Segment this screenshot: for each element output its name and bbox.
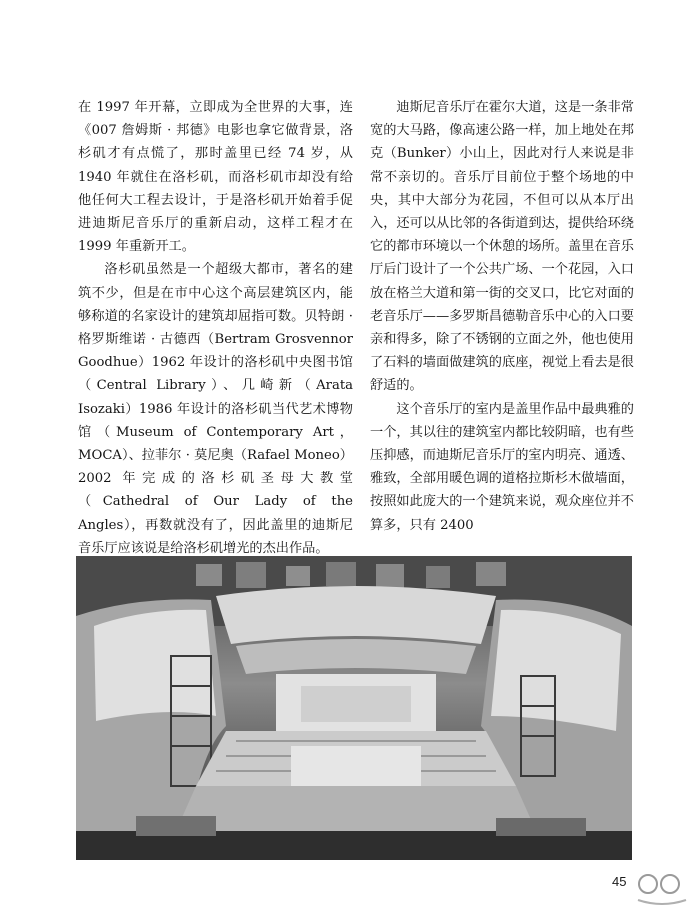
paragraph: 迪斯尼音乐厅在霍尔大道，这是一条非常宽的大马路，像高速公路一样，加上地处在邦克（Bunker）小山上，因此对行人来说是非常不亲切的。音乐厅目前位于整个场地的中央，其中大部分为花园，不但可以从本厅出入，还可以从比邻的各街道到达，提供给环绕它的都市环境以一个休憩的场所。盖里在音乐厅后门设计了一个公共广场、一个花园，入口放在格兰大道和第一街的交叉口，比它对面的老音乐厅——多罗斯昌德勒音乐中心的入口要亲和得多，除了不锈钢的立面之外，他也使用了石料的墙面做建筑的底座，视觉上看去是很舒适的。 bbox=[370, 100, 634, 394]
page-number: 45 bbox=[612, 874, 627, 889]
paragraph: 这个音乐厅的室内是盖里作品中最典雅的一个，其以往的建筑室内都比较阴暗，也有些压抑感，而迪斯尼音乐厅的室内明亮、通透、雅致，全部用暖色调的道格拉斯杉木做墙面，按照如此庞大的一个建筑来说，观众座位并不算多，只有 2400 bbox=[370, 401, 634, 533]
concert-hall-model-photo bbox=[76, 556, 632, 860]
publisher-watermark-logo bbox=[634, 864, 690, 910]
architectural-model-illustration bbox=[76, 556, 632, 860]
left-text-column bbox=[78, 96, 353, 560]
paragraph: 在 1997 年开幕，立即成为全世界的大事，连《007 詹姆斯 · 邦德》电影也拿它做背景，洛杉矶才有点慌了，那时盖里已经 74 岁，从 1940 年就住在洛杉矶，而洛杉矶市却没有给他任何大工程去设计，于是洛杉矶开始着手促进迪斯尼音乐厅的重新启动，这样工程才在 1999 年重新开工。 bbox=[78, 100, 353, 255]
right-text-column bbox=[370, 96, 634, 537]
paragraph: 洛杉矶虽然是一个超级大都市，著名的建筑不少，但是在市中心这个高层建筑区内，能够称道的名家设计的建筑却屈指可数。贝特朗 · 格罗斯维诺 · 古德西（Bertram Grosvennor Goodhue）1962 年设计的洛杉矶中央图书馆（Central Library）、几崎新（Arata Isozaki）1986 年设计的洛杉矶当代艺术博物馆（Museum of Contemporary Art，MOCA）、拉菲尔 · 莫尼奥（Rafael Moneo）2002 年完成的洛杉矶圣母大教堂（Cathedral of Our Lady of the Angles），再数就没有了，因此盖里的迪斯尼音乐厅应该说是给洛杉矶增光的杰出作品。 bbox=[78, 262, 353, 556]
